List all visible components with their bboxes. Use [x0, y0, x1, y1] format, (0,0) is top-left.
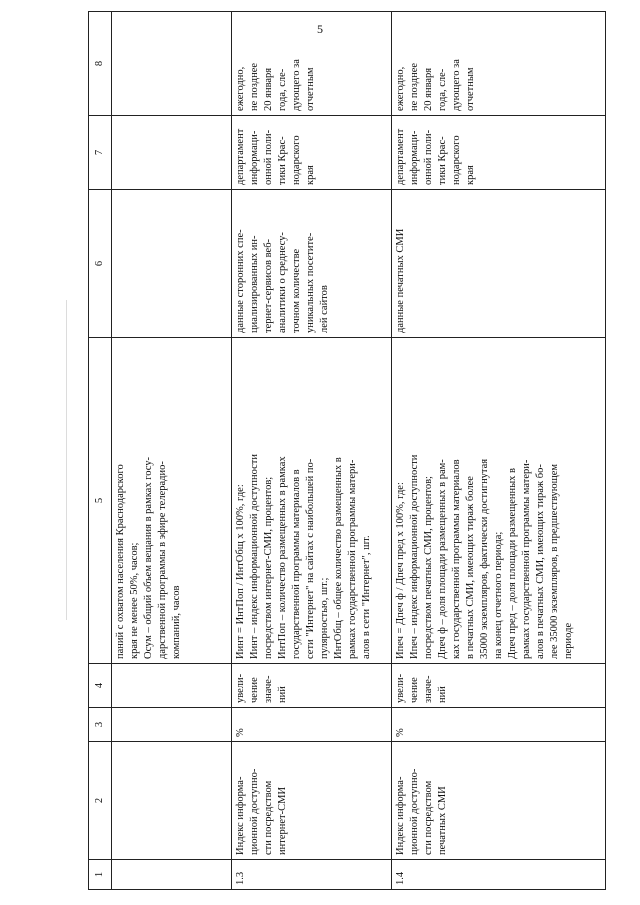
column-number-4: 4 [89, 664, 112, 708]
cell-formula: паний с охватом населения Краснодарского края не менее 50%, часов; Осум – общий объем вещания в рамках госу- дарственной программы в эфире телерадио- компаний, часов [112, 338, 232, 664]
column-number-header-row [89, 12, 112, 890]
cell-indicator-name: Индекс информа- ционной доступно- сти посредством интернет-СМИ [232, 742, 392, 860]
table-row-1-3 [232, 12, 392, 890]
cell-indicator-name [112, 742, 232, 860]
cell-deadline: ежегодно, не позднее 20 января года, сле- дующего за отчетным [392, 12, 606, 116]
cell-unit: % [232, 708, 392, 742]
scan-artifact-line [66, 300, 67, 620]
indicators-table [88, 11, 606, 890]
cell-number: 1.3 [232, 860, 392, 890]
cell-responsible: департамент информаци- онной поли- тики Крас- нодарского края [392, 116, 606, 190]
column-number-3: 3 [89, 708, 112, 742]
cell-dynamics: увели- чение значе- ний [392, 664, 606, 708]
table-row-continuation [112, 12, 232, 890]
column-number-1: 1 [89, 860, 112, 890]
cell-dynamics [112, 664, 232, 708]
cell-data-source: данные печатных СМИ [392, 190, 606, 338]
rotated-table-container [88, 59, 608, 890]
cell-indicator-name: Индекс информа- ционной доступно- сти посредством печатных СМИ [392, 742, 606, 860]
column-number-2: 2 [89, 742, 112, 860]
page-number: 5 [317, 22, 323, 36]
column-number-8: 8 [89, 12, 112, 116]
cell-data-source [112, 190, 232, 338]
cell-responsible [112, 116, 232, 190]
column-number-5: 5 [89, 338, 112, 664]
column-number-7: 7 [89, 116, 112, 190]
cell-dynamics: увели- чение значе- ний [232, 664, 392, 708]
cell-number [112, 860, 232, 890]
cell-unit [112, 708, 232, 742]
cell-formula: Ипеч = Дпеч ф / Дпеч пред x 100%, где: Ипеч – индекс информационной доступности посредством печатных СМИ, процентов; Дпеч ф – доля площади размещенных в рам- ках государственной программы материалов в печатных СМИ, имеющих тираж более 35000 экземпляров, фактически достигнутая на конец отчетного периода; Дпеч пред – доля площади размещенных в рамках государственной программы матери- алов в печатных СМИ, имеющих тираж бо- лее 35000 экземпляров, в предшествующем периоде [392, 338, 606, 664]
table-row-1-4 [392, 12, 606, 890]
cell-number: 1.4 [392, 860, 606, 890]
column-number-6: 6 [89, 190, 112, 338]
cell-data-source: данные сторонних спе- циализированных ин- тернет-сервисов веб- аналитики о среднесу- точном количестве уникальных посетите- лей сайтов [232, 190, 392, 338]
cell-deadline: ежегодно, не позднее 20 января года, сле- дующего за отчетным [232, 12, 392, 116]
cell-unit: % [392, 708, 606, 742]
cell-deadline [112, 12, 232, 116]
cell-responsible: департамент информаци- онной поли- тики Крас- нодарского края [232, 116, 392, 190]
cell-formula: Иинт = ИнтПоп / ИнтОбщ x 100%, где: Иинт – индекс информационной доступности посредством интернет-СМИ, процентов; ИнтПоп – количество размещенных в рамках государственной программы материалов в сети "Интернет" на сайтах с наибольшей по- пулярностью, шт.; ИнтОбщ – общее количество размещенных в рамках государственной программы матери- алов в сети "Интернет", шт. [232, 338, 392, 664]
